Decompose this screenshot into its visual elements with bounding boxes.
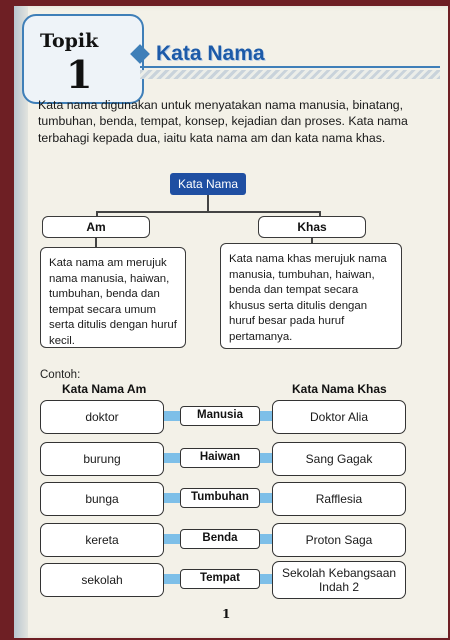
category-label: Tumbuhan [180,488,260,508]
category-label: Haiwan [180,448,260,468]
am-label-box: Am [42,216,150,238]
page-binding-edge [14,6,28,638]
topik-number: 1 [66,52,93,97]
category-label: Manusia [180,406,260,426]
khas-example: Rafflesia [272,482,406,516]
khas-description-box: Kata nama khas merujuk nama manusia, tumbuhan, haiwan, benda dan tempat secara khusus serta ditulis dengan huruf besar pada huruf pertamanya. [220,243,402,349]
khas-example: Sekolah Kebangsaan Indah 2 [272,561,406,599]
khas-example: Sang Gagak [272,442,406,476]
intro-paragraph: Kata nama digunakan untuk menyatakan nama manusia, binatang, tumbuhan, benda, tempat, konsep, kejadian dan proses. Kata nama terbahagi kepada dua, iaitu kata nama am dan kata nama khas. [38,98,408,145]
page-title: Kata Nama [156,42,265,65]
diagram-connector [96,211,320,213]
title-hatch-decoration [140,70,440,79]
topik-label: Topik [40,30,99,52]
am-example-kereta: kereta [40,523,164,557]
category-label: Benda [180,529,260,549]
diagram-root-box: Kata Nama [170,173,246,195]
am-description-box: Kata nama am merujuk nama manusia, haiwan, tumbuhan, benda dan tempat secara umum serta ditulis dengan huruf kecil. [40,247,186,348]
am-example-bunga: bunga [40,482,164,516]
am-example-doktor: doktor [40,400,164,434]
am-example-sekolah: sekolah [40,563,164,597]
khas-label-box: Khas [258,216,366,238]
examples-label: Contoh: [40,369,81,381]
diagram-connector [207,195,209,212]
category-label: Tempat [180,569,260,589]
page-number: 1 [222,607,231,621]
am-example-burung: burung [40,442,164,476]
khas-example: Doktor Alia [272,400,406,434]
column-heading-khas: Kata Nama Khas [292,382,387,396]
column-heading-am: Kata Nama Am [62,382,147,396]
khas-example: Proton Saga [272,523,406,557]
